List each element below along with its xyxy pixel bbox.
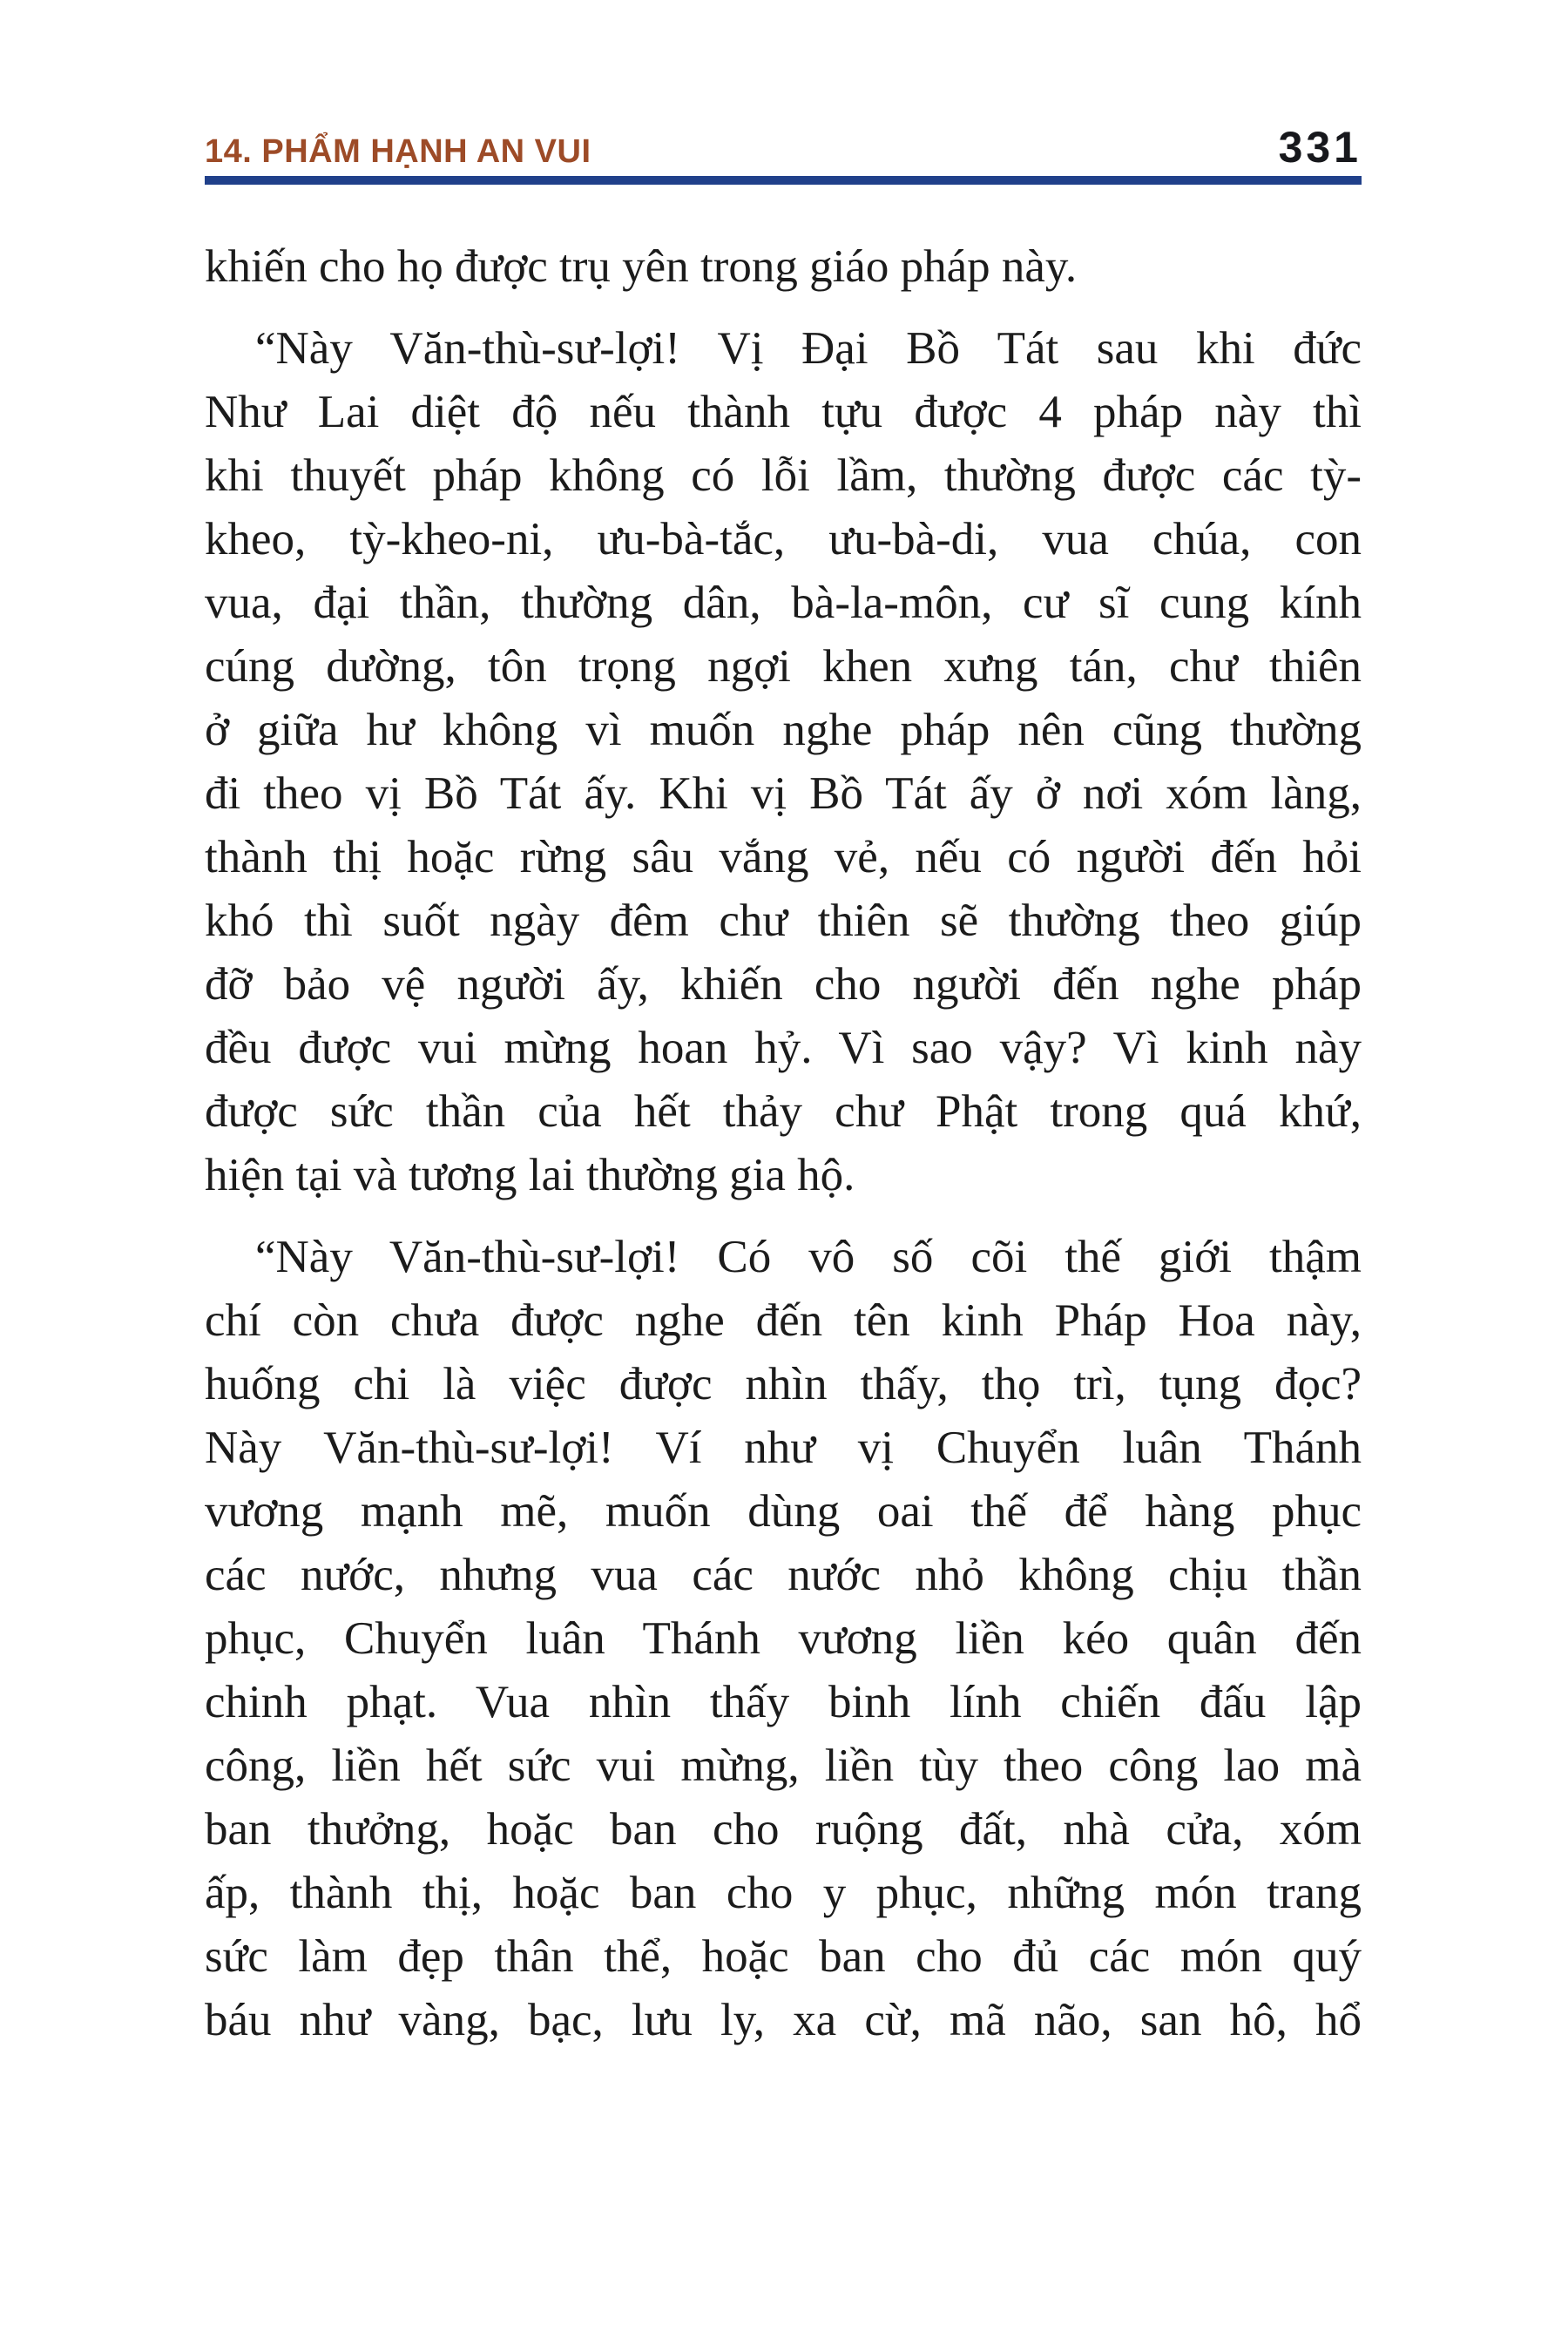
- body-line: đi theo vị Bồ Tát ấy. Khi vị Bồ Tát ấy ở nơi xóm làng,: [205, 768, 1362, 819]
- body-line: “Này Văn-thù-sư-lợi! Vị Đại Bồ Tát sau khi đức: [255, 323, 1362, 374]
- body-line: Như Lai diệt độ nếu thành tựu được 4 pháp này thì: [205, 387, 1362, 437]
- body-line: ấp, thành thị, hoặc ban cho y phục, những món trang: [205, 1868, 1362, 1918]
- paragraph: [205, 317, 1362, 1207]
- body-line: khi thuyết pháp không có lỗi lầm, thường được các tỳ-: [205, 450, 1362, 501]
- paragraph: [205, 235, 1362, 299]
- page-content: [205, 0, 1362, 2052]
- body-line: báu như vàng, bạc, lưu ly, xa cừ, mã não, san hô, hổ: [205, 1995, 1362, 2045]
- body-line: “Này Văn-thù-sư-lợi! Có vô số cõi thế giới thậm: [255, 1232, 1362, 1282]
- body-line: huống chi là việc được nhìn thấy, thọ trì, tụng đọc?: [205, 1359, 1362, 1409]
- paragraph: [205, 1226, 1362, 2052]
- body-line: đều được vui mừng hoan hỷ. Vì sao vậy? Vì kinh này: [205, 1023, 1362, 1073]
- body-line: thành thị hoặc rừng sâu vắng vẻ, nếu có người đến hỏi: [205, 832, 1362, 882]
- running-header: [205, 0, 1362, 171]
- body-line: chinh phạt. Vua nhìn thấy binh lính chiến đấu lập: [205, 1677, 1362, 1727]
- body-line: Này Văn-thù-sư-lợi! Ví như vị Chuyển luân Thánh: [205, 1423, 1362, 1473]
- body-line: ban thưởng, hoặc ban cho ruộng đất, nhà cửa, xóm: [205, 1804, 1362, 1855]
- body-line: hiện tại và tương lai thường gia hộ.: [205, 1150, 855, 1200]
- body-line: các nước, nhưng vua các nước nhỏ không chịu thần: [205, 1550, 1362, 1600]
- body-line: khó thì suốt ngày đêm chư thiên sẽ thường theo giúp: [205, 896, 1362, 946]
- body-line: vua, đại thần, thường dân, bà-la-môn, cư sĩ cung kính: [205, 578, 1362, 628]
- body-line: phục, Chuyển luân Thánh vương liền kéo quân đến: [205, 1613, 1362, 1664]
- page-number: 331: [1278, 123, 1362, 172]
- chapter-title: 14. PHẨM HẠNH AN VUI: [205, 133, 591, 170]
- body-line: ở giữa hư không vì muốn nghe pháp nên cũng thường: [205, 705, 1362, 755]
- body-line: được sức thần của hết thảy chư Phật trong quá khứ,: [205, 1086, 1362, 1137]
- header-rule: [205, 176, 1362, 185]
- body-line: vương mạnh mẽ, muốn dùng oai thế để hàng phục: [205, 1486, 1362, 1537]
- body-line: cúng dường, tôn trọng ngợi khen xưng tán, chư thiên: [205, 641, 1362, 692]
- body-line: khiến cho họ được trụ yên trong giáo pháp này.: [205, 241, 1078, 292]
- body-line: công, liền hết sức vui mừng, liền tùy theo công lao mà: [205, 1740, 1362, 1791]
- body-line: sức làm đẹp thân thể, hoặc ban cho đủ các món quý: [205, 1931, 1362, 1982]
- body-line: chí còn chưa được nghe đến tên kinh Pháp Hoa này,: [205, 1295, 1362, 1346]
- body-line: đỡ bảo vệ người ấy, khiến cho người đến nghe pháp: [205, 959, 1362, 1010]
- body-line: kheo, tỳ-kheo-ni, ưu-bà-tắc, ưu-bà-di, vua chúa, con: [205, 514, 1362, 564]
- body-text: [205, 235, 1362, 2052]
